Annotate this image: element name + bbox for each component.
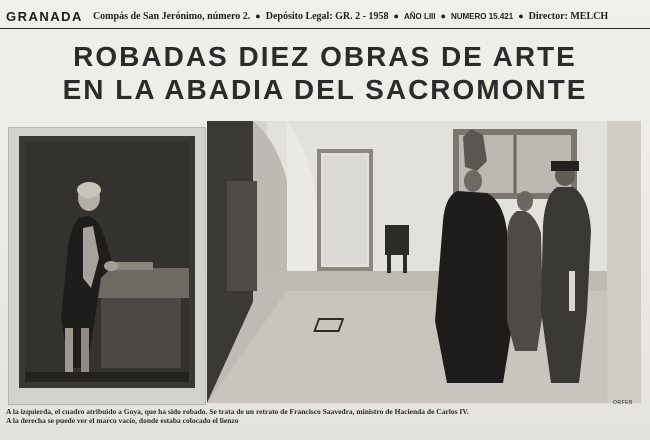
headline-line-2: EN LA ABADIA DEL SACROMONTE	[62, 74, 588, 105]
masthead-address: Compás de San Jerónimo, número 2.	[92, 10, 251, 22]
portrait-image	[9, 128, 205, 404]
bullet-icon: ●	[518, 11, 524, 21]
masthead-number: NUMERO 15.421	[450, 11, 514, 21]
caption-line-2: A la derecha se puede ver el marco vacío, donde estaba colocado el lienzo	[6, 416, 239, 425]
bullet-icon: ●	[393, 11, 399, 21]
photo-caption	[6, 407, 636, 425]
masthead-city: GRANADA	[6, 8, 83, 24]
headline	[0, 40, 650, 106]
headline-line-1: ROBADAS DIEZ OBRAS DE ARTE	[73, 41, 577, 72]
masthead	[0, 4, 650, 29]
masthead-legal-deposit: Depósito Legal: GR. 2 - 1958	[265, 10, 389, 22]
photo-credit: ORFEB	[613, 400, 633, 406]
masthead-year: AÑO LIII	[403, 11, 436, 21]
portrait-photo	[8, 127, 206, 405]
room-image	[207, 121, 641, 403]
caption-line-1: A la izquierda, el cuadro atribuido a Goya, que ha sido robado. Se trata de un retrato de Francisco Saavedra, ministro de Hacienda de Carlos IV.	[6, 407, 469, 416]
empty-frame-photo	[207, 121, 641, 403]
masthead-director: Director: MELCH	[528, 10, 609, 22]
bullet-icon: ●	[440, 11, 446, 21]
bullet-icon: ●	[255, 11, 261, 21]
